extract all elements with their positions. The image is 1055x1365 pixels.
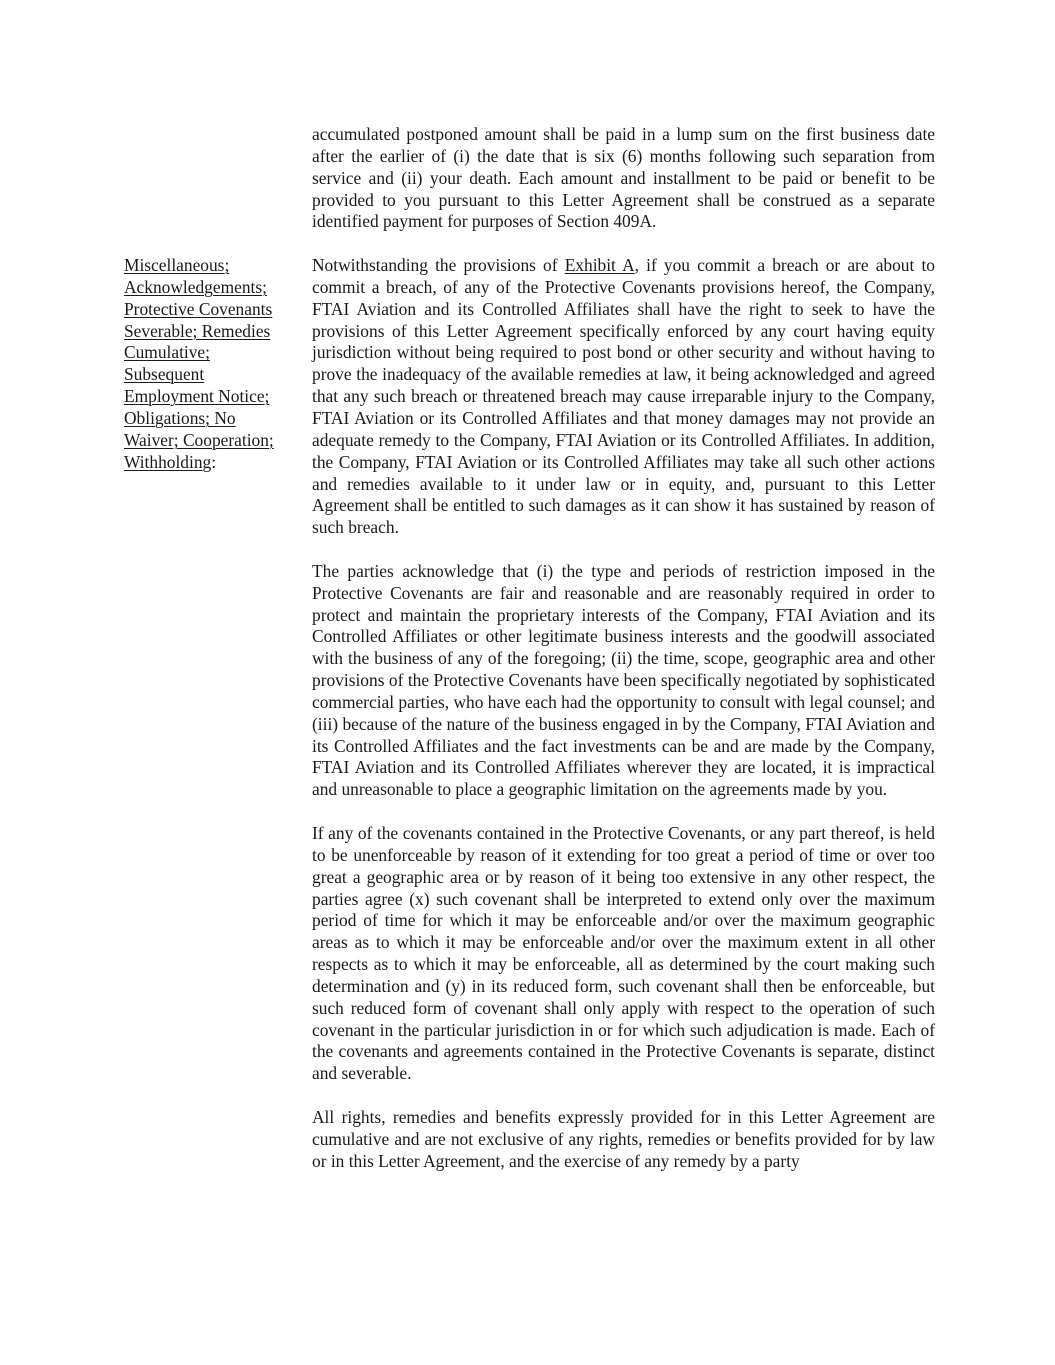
section-heading-line: Cumulative; [124, 342, 210, 363]
section-heading-last-line [124, 452, 296, 474]
intro-paragraph: accumulated postponed amount shall be paid in a lump sum on the first business date after the earlier of (i) the date that is six (6) months following such separation from service and (ii) your death. Each amount and installment to be paid or benefit to be provided to you pursuant to this Letter Agreement shall be construed as a separate identified payment for purposes of Section 409A. [312, 124, 935, 232]
remedies-text-start: Notwithstanding the provisions of [312, 255, 565, 276]
section-heading [124, 255, 296, 473]
section-heading-colon: : [211, 451, 217, 472]
section-heading-line: Employment Notice; [124, 386, 270, 407]
cumulative-remedies-paragraph: All rights, remedies and benefits expressly provided for in this Letter Agreement are cumulative and are not exclusive of any rights, remedies or benefits provided for by law or in this Letter Agreement, and the exercise of any remedy by a party [312, 1106, 935, 1171]
remedies-text-rest: , if you commit a breach or are about to commit a breach, of any of the Protective Covenants provisions hereof, the Company, FTAI Aviation and its Controlled Affiliates shall have the right to seek to have the provisions of this Letter Agreement specifically enforced by any court having equity jurisdiction without being required to post bond or other security and without having to prove the inadequacy of the available remedies at law, it being acknowledged and agreed that any such breach or threatened breach may cause irreparable injury to the Company, FTAI Aviation or its Controlled Affiliates and that money damages may not provide an adequate remedy to the Company, FTAI Aviation or its Controlled Affiliates. In addition, the Company, FTAI Aviation or its Controlled Affiliates may take all such other actions and remedies available to it under law or in equity, and, pursuant to this Letter Agreement shall be entitled to such damages as it can show it has sustained by reason of such breach. [312, 255, 935, 538]
section-heading-line: Subsequent [124, 364, 205, 385]
exhibit-a-reference: Exhibit A [564, 255, 635, 276]
acknowledgement-paragraph: The parties acknowledge that (i) the type and periods of restriction imposed in the Protective Covenants are fair and reasonable and are reasonably required in order to protect and maintain the proprietary interests of the Company, FTAI Aviation and its Controlled Affiliates or other legitimate business interests and the goodwill associated with the business of any of the foregoing; (ii) the time, scope, geographic area and other provisions of the Protective Covenants have been specifically negotiated by sophisticated commercial parties, who have each had the opportunity to consult with legal counsel; and (iii) because of the nature of the business engaged in by the Company, FTAI Aviation and its Controlled Affiliates and the fact investments can be and are made by the Company, FTAI Aviation and its Controlled Affiliates wherever they are located, it is impractical and unreasonable to place a geographic limitation on the agreements made by you. [312, 560, 935, 800]
remedies-paragraph [312, 255, 935, 539]
section-heading-line: Protective Covenants [124, 298, 273, 319]
severability-paragraph: If any of the covenants contained in the Protective Covenants, or any part thereof, is held to be unenforceable by reason of it extending for too great a period of time or over too great a geographic area or by reason of it being too extensive in any other respect, the parties agree (x) such covenant shall be interpreted to extend only over the maximum period of time for which it may be enforceable and/or over the maximum geographic areas as to which it may be enforceable and/or over the maximum extent in all other respects as to which it may be enforceable, all as determined by the court making such determination and (y) in its reduced form, such covenant shall then be enforceable, but such reduced form of covenant shall only apply with respect to the operation of such covenant in the particular jurisdiction in or for which such adjudication is made. Each of the covenants and agreements contained in the Protective Covenants is separate, distinct and severable. [312, 823, 935, 1084]
body-column [312, 124, 935, 1194]
section-heading-line: Miscellaneous; [124, 255, 230, 275]
section-heading-line: Obligations; No [124, 407, 236, 428]
section-heading-line: Waiver; Cooperation; [124, 429, 274, 450]
section-heading-line: Severable; Remedies [124, 320, 271, 341]
section-heading-line: Withholding [124, 451, 212, 472]
section-heading-line: Acknowledgements; [124, 276, 267, 297]
